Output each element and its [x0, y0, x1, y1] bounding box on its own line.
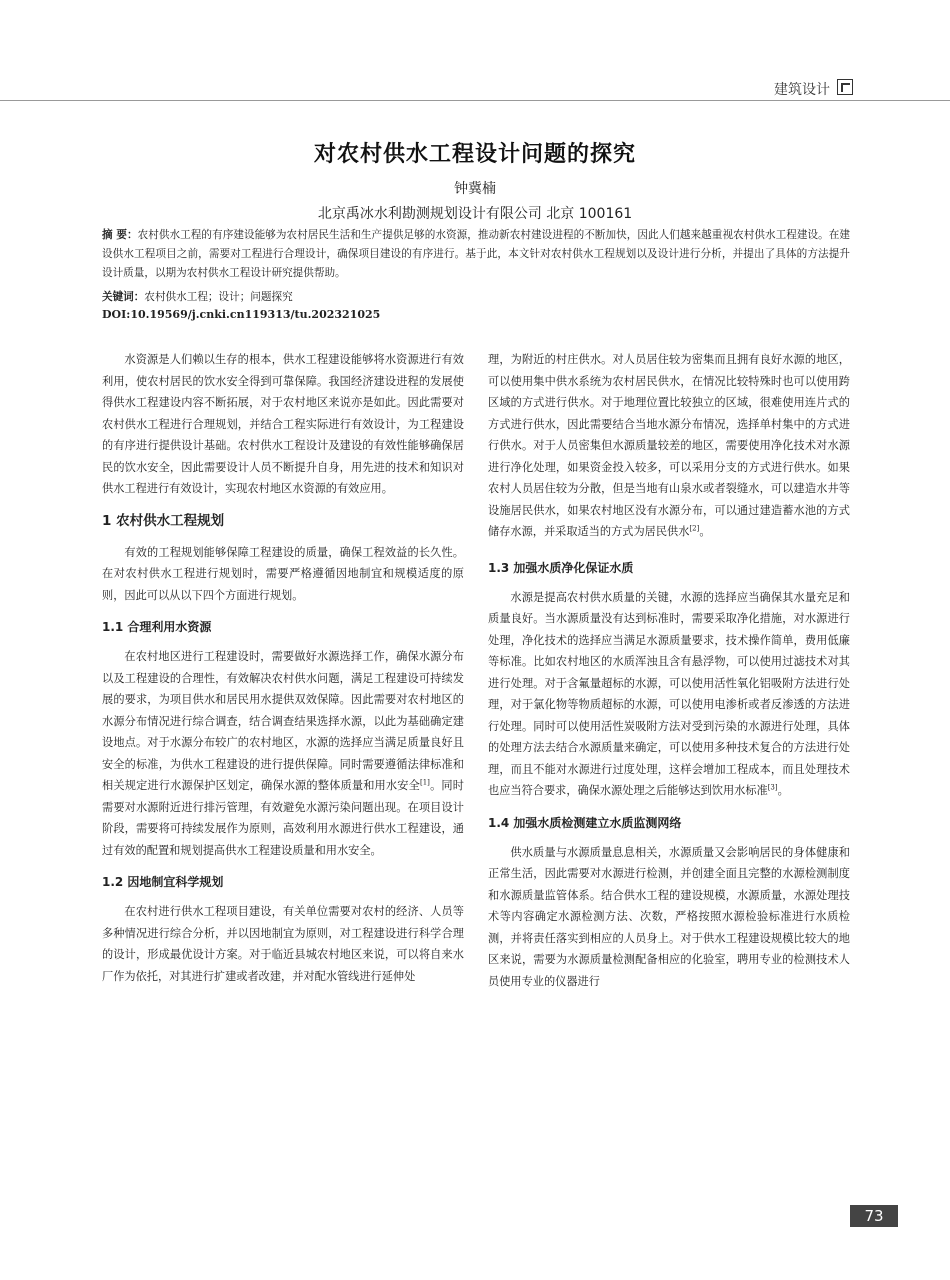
section-1-2-continuation	[488, 349, 850, 543]
section-1-1-paragraph	[102, 646, 464, 861]
citation-3[interactable]: [3]	[767, 783, 778, 792]
keywords-label: 关键词：	[102, 291, 145, 303]
header-rule	[0, 100, 950, 101]
paper-title: 对农村供水工程设计问题的探究	[313, 142, 636, 167]
section-1-1-text-b: 。同时需要对水源附近进行排污管理，有效避免水源污染问题出现。在项目设计阶段，需要将可持续发展作为原则，高效利用水源进行供水工程建设，通过有效的配置和规划提高供水工程建设质量和用水安全。	[102, 779, 464, 857]
section-1-3-heading: 1.3 加强水质净化保证水质	[488, 560, 634, 575]
journal-logo-icon	[837, 79, 853, 95]
section-1-3-end: 。	[777, 784, 789, 797]
section-1-4-heading: 1.4 加强水质检测建立水质监测网络	[488, 815, 682, 830]
abstract	[102, 226, 850, 283]
doi: DOI:10.19569/j.cnki.cn119313/tu.202321025	[102, 308, 381, 321]
keywords	[102, 288, 850, 307]
section-1-paragraph: 有效的工程规划能够保障工程建设的质量，确保工程效益的长久性。在对农村供水工程进行规划时，需要严格遵循因地制宜和规模适度的原则，因此可以从以下四个方面进行规划。	[102, 545, 464, 602]
section-1-heading: 1 农村供水工程规划	[102, 512, 225, 529]
section-1-1-text-a: 在农村地区进行工程建设时，需要做好水源选择工作，确保水源分布以及工程建设的合理性，有效解决农村供水问题，满足工程建设可持续发展的要求，为项目供水和居民用水提供双效保障。因此需要对农村地区的水源分布情况进行综合调查，结合调查结果选择水源，以此为基础确定建设地点。对于水源分布较广的农村地区，水源的选择应当满足质量良好且安全的标准，为供水工程建设的进行提供保障。同时需要遵循法律标准和相关规定进行水源保护区划定，确保水源的整体质量和用水安全	[102, 650, 464, 792]
right-column	[488, 349, 850, 992]
abstract-label: 摘 要：	[102, 229, 138, 241]
page-number: 73	[850, 1205, 898, 1227]
section-1-4-paragraph: 供水质量与水源质量息息相关，水源质量又会影响居民的身体健康和正常生活，因此需要对水源进行检测，并创建全面且完整的水源检测制度和水源质量监管体系。结合供水工程的建设规模，水源质量，水源处理技术等内容确定水源检测方法、次数，严格按照水源检验标准进行水质检测，并将责任落实到相应的人员身上。对于供水工程建设规模比较大的地区来说，需要为水源质量检测配备相应的化验室，聘用专业的检测技术人员使用专业的仪器进行	[488, 845, 850, 988]
journal-section-label: 建筑设计	[774, 82, 830, 98]
section-1-2-paragraph: 在农村进行供水工程项目建设，有关单位需要对农村的经济、人员等多种情况进行综合分析，并以因地制宜为原则，对工程建设进行科学合理的设计，形成最优设计方案。对于临近县城农村地区来说，可以将自来水厂作为依托，对其进行扩建或者改建，并对配水管线进行延伸处	[102, 905, 464, 983]
section-1-3-paragraph	[488, 587, 850, 802]
abstract-text: 农村供水工程的有序建设能够为农村居民生活和生产提供足够的水资源，推动新农村建设进程的不断加快，因此人们越来越重视农村供水工程建设。在建设供水工程项目之前，需要对工程进行合理设计，确保项目建设的有序进行。基于此，本文针对农村供水工程规划以及设计进行分析，并提出了具体的方法提升设计质量，以期为农村供水工程设计研究提供帮助。	[102, 229, 850, 279]
citation-1[interactable]: [1]	[419, 778, 430, 787]
intro-paragraph: 水资源是人们赖以生存的根本，供水工程建设能够将水资源进行有效利用，使农村居民的饮水安全得到可靠保障。我国经济建设进程的发展使得供水工程建设内容不断拓展，对于农村地区来说亦是如此。因此需要对农村供水工程进行合理规划，并结合工程实际进行有效设计，为工程建设的有序进行提供设计基础。农村供水工程设计及建设的有效性能够确保居民的饮水安全，因此需要设计人员不断提升自身，用先进的技术和知识对供水工程进行有效设计，实现农村地区水资源的有效应用。	[102, 353, 464, 495]
author: 钟冀楠	[454, 181, 496, 197]
section-1-1-heading: 1.1 合理利用水资源	[102, 620, 212, 634]
section-1-3-text: 水源是提高农村供水质量的关键，水源的选择应当确保其水量充足和质量良好。当水源质量没有达到标准时，需要采取净化措施，对水源进行处理，净化技术的选择应当满足水源质量要求，技术操作简单，费用低廉等标准。比如农村地区的水质浑浊且含有悬浮物，可以使用过滤技术对其进行处理。对于含氟量超标的水源，可以使用活性氧化铝吸附方法进行处理，对于氯化物等物质超标的水源，可以使用电渗析或者反渗透的方法进行处理。同时可以使用活性炭吸附方法对受到污染的水源进行处理，具体的处理方法去结合水源质量来确定，可以使用多种技术复合的方法进行处理，而且不能对水源进行过度处理，这样会增加工程成本，而且处理技术也应当符合要求，确保水源处理之后能够达到饮用水标准	[488, 590, 850, 797]
section-1-2-cont-end: 。	[699, 525, 711, 538]
left-column	[102, 349, 464, 987]
section-1-2-heading: 1.2 因地制宜科学规划	[102, 875, 224, 889]
citation-2[interactable]: [2]	[689, 524, 700, 533]
keywords-text: 农村供水工程；设计；问题探究	[144, 291, 293, 303]
affiliation: 北京禹冰水利勘测规划设计有限公司 北京 100161	[317, 206, 633, 222]
section-1-2-cont-text: 理，为附近的村庄供水。对人员居住较为密集而且拥有良好水源的地区，可以使用集中供水系统为农村居民供水，在情况比较特殊时也可以使用跨区域的方式进行供水。对于地理位置比较独立的区域，很难使用连片式的方式进行供水，因此需要结合当地水源分布情况，选择单村集中的方式进行供水。对于人员密集但水源质量较差的地区，需要使用净化技术对水源进行净化处理，如果资金投入较多，可以采用分支的方式进行供水。如果农村人员居住较为分散，但是当地有山泉水或者裂缝水，可以建造水井等设施居民供水，如果农村地区没有水源分布，可以通过建造蓄水池的方式储存水源，并采取适当的方式为居民供水	[488, 353, 850, 538]
